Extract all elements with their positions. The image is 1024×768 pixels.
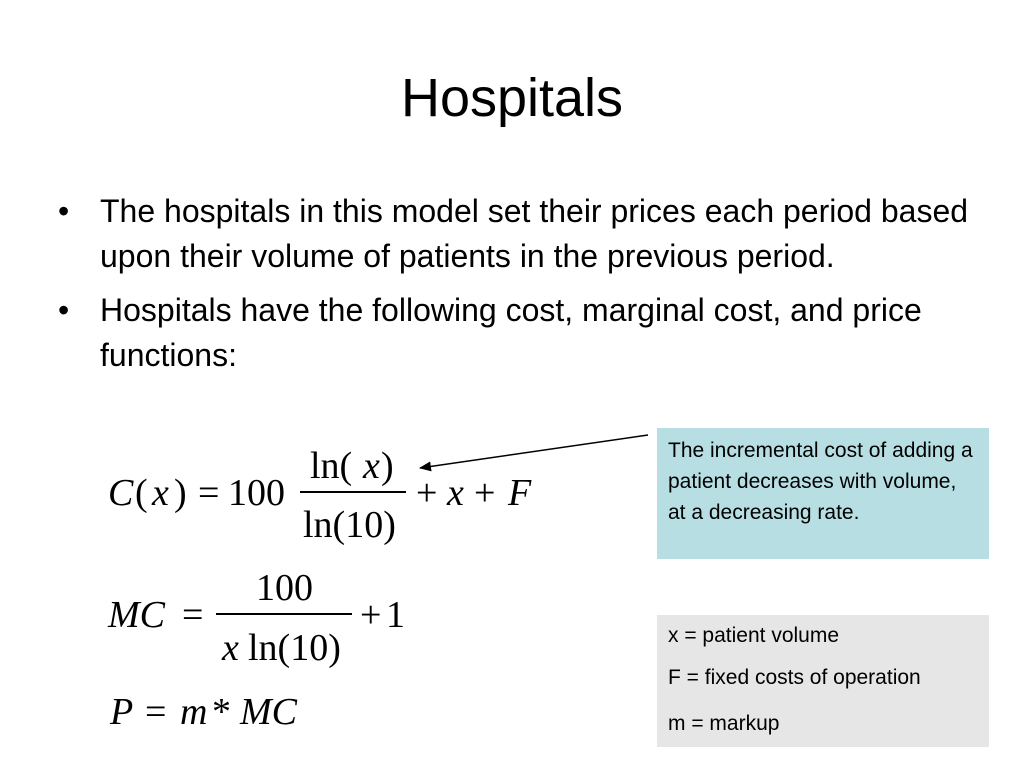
legend-item: m = markup: [668, 712, 780, 735]
legend-item: F = fixed costs of operation: [668, 666, 921, 689]
marginal-cost-equation: [107, 567, 405, 669]
bullet-text: Hospitals have the following cost, marginal cost, and price functions:: [100, 292, 922, 373]
bullet-item: [58, 288, 978, 378]
price-markup: m: [180, 691, 208, 733]
bullet-marker: •: [58, 193, 70, 229]
cost-plus-1: +: [416, 472, 438, 514]
mc-plus: +: [360, 594, 382, 636]
mc-constant: 1: [386, 594, 405, 636]
price-equation: [109, 691, 298, 733]
cost-coefficient: 100: [228, 472, 285, 514]
cost-numerator-close: ): [381, 445, 394, 487]
slide-title: Hospitals: [400, 68, 624, 128]
callout-box: [657, 428, 989, 559]
cost-equals: =: [198, 472, 220, 514]
callout-text: The incremental cost of adding a patient decreases with volume, at a decreasing rate.: [668, 439, 973, 524]
bullet-item: [58, 189, 978, 279]
mc-symbol: MC: [108, 594, 165, 636]
cost-close-paren: ): [174, 472, 187, 514]
bullet-marker: •: [58, 292, 70, 328]
cost-x-term: x: [447, 472, 464, 514]
legend-box: [657, 615, 989, 747]
mc-denominator-fn: ln(10): [248, 627, 341, 669]
price-equals: =: [145, 691, 167, 733]
cost-numerator-fn: ln(: [310, 445, 353, 487]
cost-open-paren: (: [135, 472, 148, 514]
legend-item: x = patient volume: [668, 624, 840, 647]
cost-denominator: ln(10): [303, 504, 396, 546]
price-mc: MC: [240, 691, 297, 733]
bullet-list: [58, 189, 978, 387]
mc-denominator-var: x: [222, 627, 239, 669]
price-times: *: [212, 691, 231, 733]
cost-numerator-var: x: [363, 445, 380, 487]
mc-numerator: 100: [256, 567, 313, 609]
cost-variable: x: [152, 472, 169, 514]
cost-symbol: C: [108, 472, 134, 514]
cost-plus-2: +: [474, 472, 496, 514]
price-symbol: P: [110, 691, 134, 733]
callout-arrow: [420, 435, 648, 468]
cost-fixed-term: F: [508, 472, 532, 514]
mc-equals: =: [182, 594, 204, 636]
bullet-text: The hospitals in this model set their prices each period based upon their volume of patients in the previous period.: [100, 193, 969, 274]
cost-equation: [108, 445, 532, 546]
